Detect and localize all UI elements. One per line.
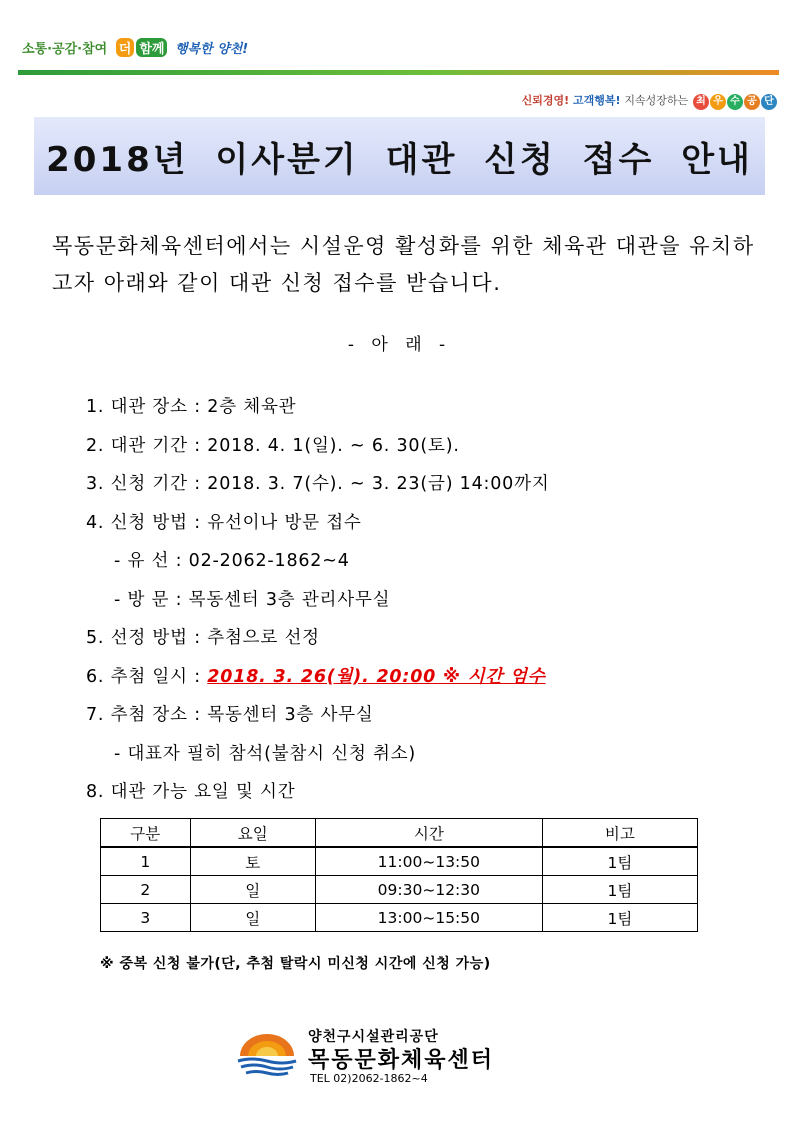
duplicate-application-note: ※ 중복 신청 불가(단, 추첨 탈락시 미신청 시간에 신청 가능) bbox=[100, 956, 491, 972]
header-motto bbox=[522, 92, 777, 110]
motto-brand-char: 우 bbox=[710, 94, 726, 110]
detail-draw-date bbox=[86, 663, 550, 702]
motto-brand-char: 수 bbox=[727, 94, 743, 110]
table-cell: 11:00~13:50 bbox=[315, 847, 542, 876]
table-cell: 1팀 bbox=[542, 904, 697, 932]
detail-phone: - 유 선 : 02-2062-1862~4 bbox=[114, 551, 350, 571]
motto-trust: 신뢰경영! bbox=[521, 94, 570, 107]
detail-visit: - 방 문 : 목동센터 3층 관리사무실 bbox=[114, 589, 391, 610]
header-slogan bbox=[22, 38, 248, 57]
detail-draw-location: 7. 추첨 장소 : 목동센터 3층 사무실 bbox=[86, 705, 374, 725]
slogan-happy-yangcheon: 행복한 양천! bbox=[174, 42, 249, 57]
slogan-badge-more: 더 bbox=[116, 38, 135, 57]
footer-logo-block bbox=[236, 1026, 576, 1088]
table-cell: 13:00~15:50 bbox=[315, 904, 542, 932]
column-header: 시간 bbox=[315, 819, 542, 848]
footer-org-name: 양천구시설관리공단 bbox=[308, 1029, 439, 1045]
footer-phone: TEL 02)2062-1862~4 bbox=[310, 1072, 428, 1085]
table-cell: 09:30~12:30 bbox=[315, 876, 542, 904]
table-row bbox=[101, 847, 698, 876]
table-cell: 일 bbox=[190, 876, 315, 904]
detail-available-times: 8. 대관 가능 요일 및 시간 bbox=[86, 782, 296, 802]
motto-brand-char: 공 bbox=[744, 94, 760, 110]
table-cell: 토 bbox=[190, 847, 315, 876]
table-cell: 1팀 bbox=[542, 876, 697, 904]
column-header: 요일 bbox=[190, 819, 315, 848]
intro-paragraph: 목동문화체육센터에서는 시설운영 활성화를 위한 체육관 대관을 유치하고자 아래와 같이 대관 신청 접수를 받습니다. bbox=[52, 234, 755, 295]
detail-application-period: 3. 신청 기간 : 2018. 3. 7(수). ~ 3. 23(금) 14:00까지 bbox=[86, 474, 550, 494]
title-banner bbox=[34, 117, 765, 195]
detail-venue: 1. 대관 장소 : 2층 체육관 bbox=[86, 397, 297, 417]
table-row bbox=[101, 876, 698, 904]
slogan-badge-together: 함께 bbox=[136, 38, 167, 57]
table-cell: 2 bbox=[101, 876, 191, 904]
details-list bbox=[86, 393, 550, 817]
table-cell: 일 bbox=[190, 904, 315, 932]
detail-rental-period: 2. 대관 기간 : 2018. 4. 1(일). ~ 6. 30(토). bbox=[86, 435, 460, 456]
motto-brand-char: 단 bbox=[761, 94, 777, 110]
detail-application-method: 4. 신청 방법 : 유선이나 방문 접수 bbox=[86, 512, 362, 533]
schedule-table bbox=[100, 818, 698, 932]
table-cell: 1팀 bbox=[542, 847, 697, 876]
section-label: - 아 래 - bbox=[347, 335, 452, 355]
header-divider bbox=[18, 70, 779, 75]
motto-customer: 고객행복! bbox=[573, 94, 621, 107]
draw-date-label: 6. 추첨 일시 : bbox=[86, 666, 201, 687]
column-header: 비고 bbox=[542, 819, 697, 848]
motto-brand-char: 최 bbox=[693, 94, 709, 110]
slogan-text: 소통·공감·참여 bbox=[22, 42, 108, 57]
draw-date-highlight: 2018. 3. 26(월). 20:00 ※ 시간 엄수 bbox=[207, 666, 546, 687]
sun-wave-logo-icon bbox=[236, 1030, 298, 1078]
page-title: 2018년 이사분기 대관 신청 접수 안내 bbox=[46, 139, 753, 180]
column-header: 구분 bbox=[101, 819, 191, 848]
table-row bbox=[101, 904, 698, 932]
table-cell: 1 bbox=[101, 847, 191, 876]
motto-growth: 지속성장하는 bbox=[624, 94, 689, 107]
table-header-row bbox=[101, 819, 698, 848]
table-cell: 3 bbox=[101, 904, 191, 932]
detail-attendance-note: - 대표자 필히 참석(불참시 신청 취소) bbox=[114, 743, 417, 764]
footer-center-name: 목동문화체육센터 bbox=[308, 1048, 495, 1073]
detail-selection-method: 5. 선정 방법 : 추첨으로 선정 bbox=[86, 628, 320, 648]
